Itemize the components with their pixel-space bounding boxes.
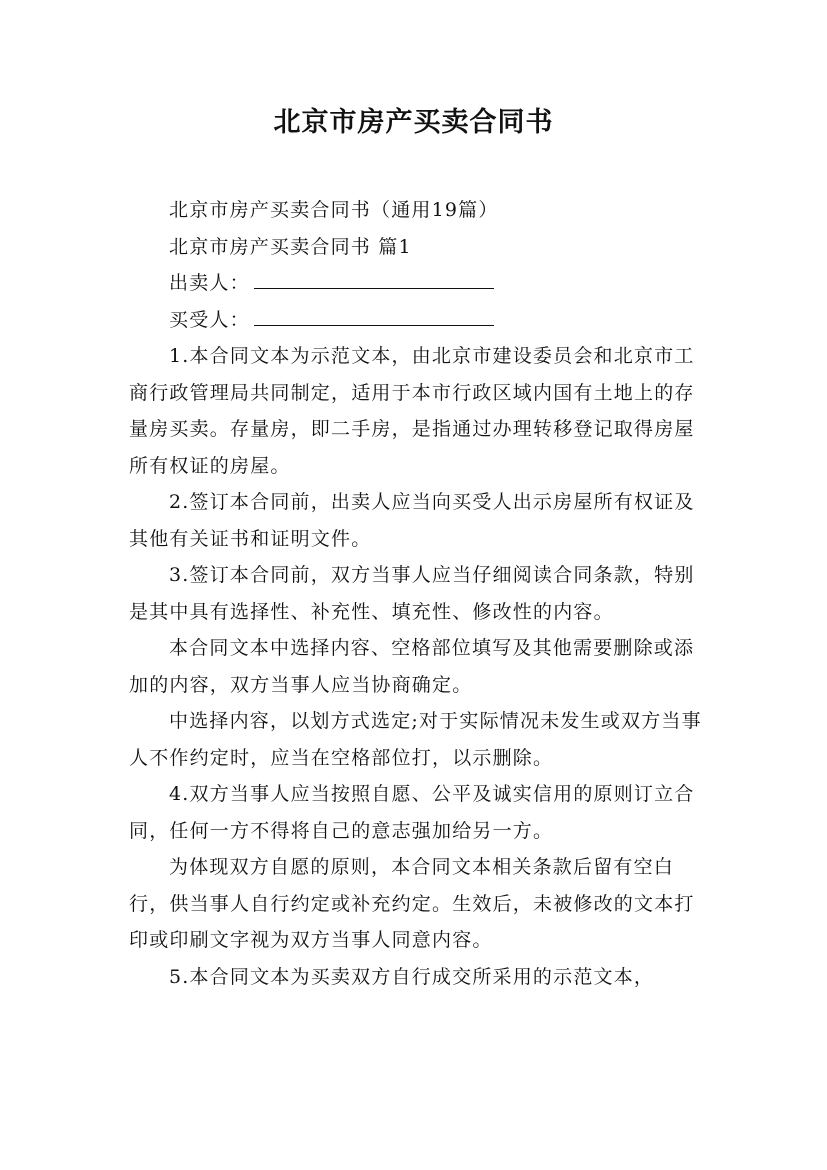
paragraph: 本合同文本中选择内容、空格部位填写及其他需要删除或添加的内容，双方当事人应当协商确定。 bbox=[129, 637, 695, 696]
buyer-label: 买受人： bbox=[169, 308, 250, 331]
paragraph: 5.本合同文本为买卖双方自行成交所采用的示范文本， bbox=[169, 965, 655, 988]
document-body bbox=[129, 192, 709, 995]
paragraph: 1.本合同文本为示范文本，由北京市建设委员会和北京市工商行政管理局共同制定，适用于本市行政区域内国有土地上的存量房买卖。存量房，即二手房，是指通过办理转移登记取得房屋所有权证的房屋。 bbox=[129, 345, 695, 477]
seller-blank bbox=[254, 268, 494, 289]
buyer-blank bbox=[254, 305, 494, 326]
buyer-line bbox=[129, 302, 709, 339]
paragraph: 4.双方当事人应当按照自愿、公平及诚实信用的原则订立合同，任何一方不得将自己的意志强加给另一方。 bbox=[129, 783, 695, 842]
paragraph: 2.签订本合同前，出卖人应当向买受人出示房屋所有权证及其他有关证书和证明文件。 bbox=[129, 491, 695, 550]
paragraph: 3.签订本合同前，双方当事人应当仔细阅读合同条款，特别是其中具有选择性、补充性、填充性、修改性的内容。 bbox=[129, 564, 695, 623]
section-heading: 北京市房产买卖合同书 篇1 bbox=[169, 235, 412, 258]
document-subtitle: 北京市房产买卖合同书（通用19篇） bbox=[169, 199, 499, 221]
seller-line bbox=[129, 265, 709, 302]
paragraph: 中选择内容，以划方式选定;对于实际情况未发生或双方当事人不作约定时，应当在空格部位打，以示删除。 bbox=[129, 710, 702, 769]
document-title: 北京市房产买卖合同书 bbox=[273, 107, 554, 138]
seller-label: 出卖人： bbox=[169, 272, 250, 294]
paragraph: 为体现双方自愿的原则，本合同文本相关条款后留有空白行，供当事人自行约定或补充约定。生效后，未被修改的文本打印或印刷文字视为双方当事人同意内容。 bbox=[129, 856, 695, 951]
